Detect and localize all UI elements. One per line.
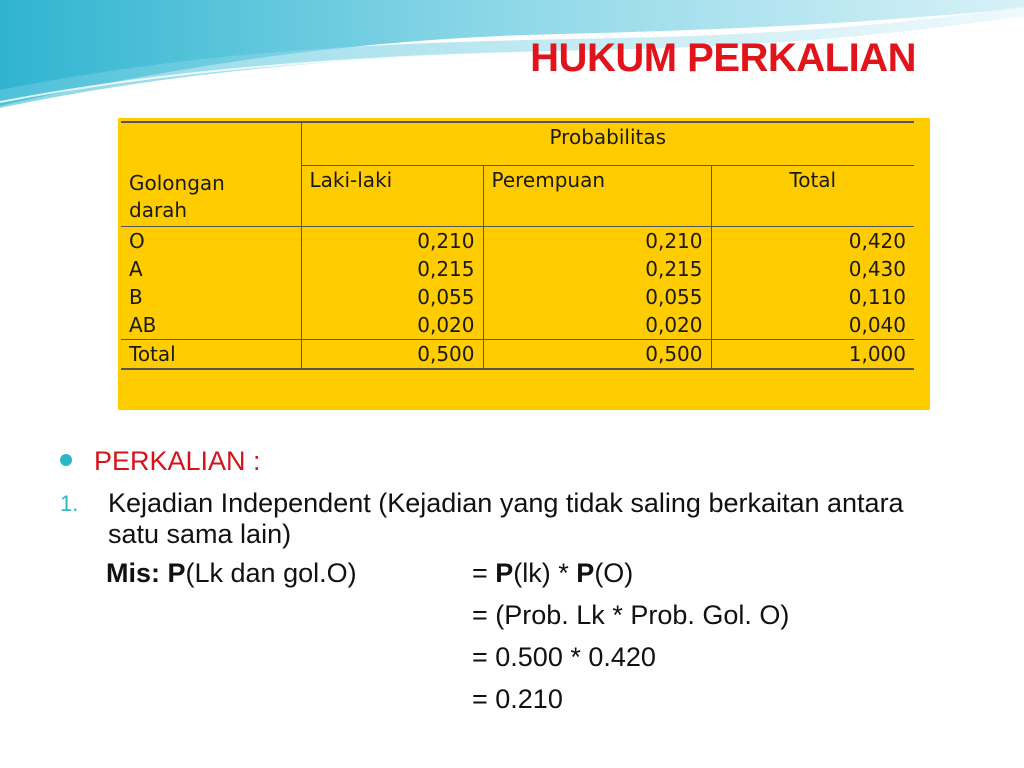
table-row: [121, 283, 914, 311]
header-laki-laki: Laki-laki: [301, 166, 483, 227]
row-label: AB: [129, 312, 157, 337]
table-header-row: [121, 122, 914, 166]
probability-table-panel: [118, 118, 930, 410]
table-subheader-row: [121, 166, 914, 227]
table-row: [121, 311, 914, 340]
equation-line-3: = 0.500 * 0.420: [472, 642, 656, 672]
header-golongan-darah: Golongan darah: [129, 170, 225, 222]
item-text: Kejadian Independent (Kejadian yang tidak saling berkaitan antara satu sama lain): [108, 488, 904, 549]
table-row: [121, 226, 914, 255]
row-label: A: [129, 256, 143, 281]
row-label: O: [121, 226, 301, 255]
cell-value: 0,210: [301, 226, 483, 255]
cell-value: 0,215: [301, 255, 483, 283]
bullet-item: [60, 446, 261, 477]
cell-value: 0,210: [483, 226, 711, 255]
cell-value: 0,500: [301, 339, 483, 369]
cell-value: 0,055: [483, 283, 711, 311]
cell-value: 0,040: [711, 311, 914, 340]
row-label: Total: [121, 339, 301, 369]
cell-value: 0,430: [711, 255, 914, 283]
numbered-item: [60, 488, 940, 550]
bullet-dot-icon: [60, 454, 72, 466]
row-label: B: [129, 284, 143, 309]
equation-line-1: = P(lk) * P(O): [472, 558, 634, 588]
bullet-text: PERKALIAN :: [94, 446, 261, 476]
table-total-row: [121, 339, 914, 369]
table-row: [121, 255, 914, 283]
cell-value: 0,055: [301, 283, 483, 311]
cell-value: 0,110: [711, 283, 914, 311]
example-line-1: [106, 558, 357, 589]
cell-value: 0,020: [483, 311, 711, 340]
slide-title: HUKUM PERKALIAN: [530, 36, 916, 80]
equation-line-4: = 0.210: [472, 684, 563, 714]
cell-value: 0,215: [483, 255, 711, 283]
example-lead-rest: (Lk dan gol.O): [185, 558, 357, 588]
probability-table: [121, 121, 914, 370]
cell-value: 0,500: [483, 339, 711, 369]
header-probabilitas: Probabilitas: [301, 122, 914, 166]
cell-value: 0,020: [301, 311, 483, 340]
cell-value: 1,000: [711, 339, 914, 369]
equation-line-2: = (Prob. Lk * Prob. Gol. O): [472, 600, 790, 630]
item-number: 1.: [60, 491, 79, 516]
example-lead-bold: Mis: P: [106, 558, 186, 588]
cell-value: 0,420: [711, 226, 914, 255]
header-total: Total: [711, 166, 914, 227]
header-perempuan: Perempuan: [483, 166, 711, 227]
